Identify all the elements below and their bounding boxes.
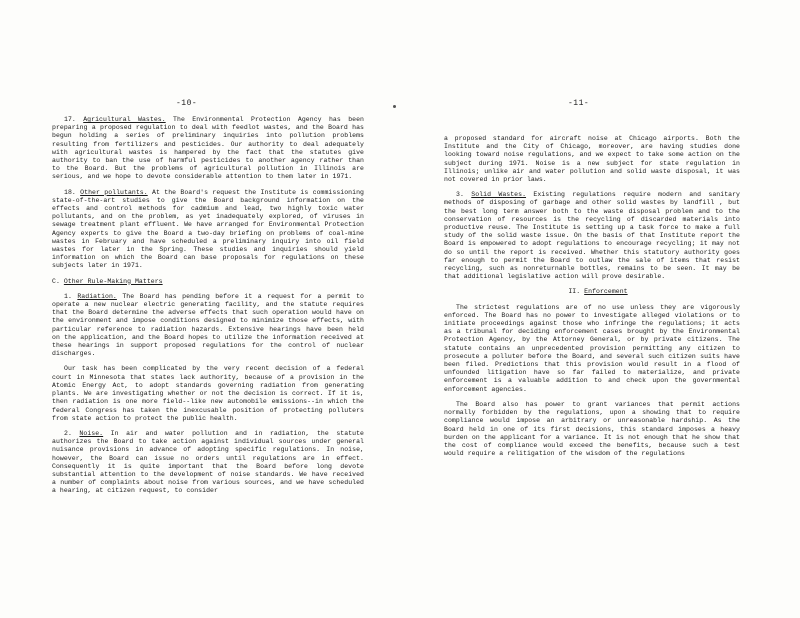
punch-hole-mark — [393, 105, 396, 108]
paragraph-noise: 2. Noise. In air and water pollution and in radiation, the statute authorizes the Board to take action against individual sources under general nuisance provisions in advance of adopting specific regulations. In noise, however, the Board can issue no orders until regulations are in effect. Consequently it is quite important that the Board before long devote substantial attention to the development of noise standards. We have received a number of complaints about noise from various sources, and we have scheduled a hearing, at citizen request, to consider — [52, 429, 364, 495]
paragraph-radiation: 1. Radiation. The Board has pending before it a request for a permit to operate a new nuclear electric generating facility, and the statute requires that the Board determine the adverse effects that such operation would have on the environment and impose conditions designed to minimize those effects, with particular reference to radiation hazards. Extensive hearings have been held on the application, and the Board hopes to utilize the information received at these hearings in support proposed regulations for the control of nuclear discharges. — [52, 292, 364, 358]
section-heading-enforcement: II. Enforcement — [568, 288, 628, 296]
left-page-column — [52, 116, 364, 503]
paragraph-solid-wastes: 3. Solid Wastes. Existing regulations require modern and sanitary methods of disposing of garbage and other solid wastes by landfill , but the best long term answer both to the waste disposal problem and to the conservation of resources is the recycling of discarded materials into productive reuse. The Institute is setting up a task force to make a full study of the solid waste issue. On the basis of that Institute report the Board is empowered to adopt regulations to encourage recycling; it may not do so until the report is received. Whether this statutory authority goes far enough to permit the Board to outlaw the sale of items that resist recycling, such as nonreturnable bottles, remains to be seen. It may be that additional legislative action will prove desirable. — [444, 191, 741, 281]
paragraph-radiation-task: Our task has been complicated by the very recent decision of a federal court in Minnesota that states lack authority, because of a provision in the Atomic Energy Act, to adopt standards governing radiation from generating plants. We are investigating whether or not the decision is correct. If it is, then radiation is one more field--like new automobile emissions--in which the federal Congress has taken the inexcusable position of protecting polluters from state action to protect the public health. — [52, 365, 364, 422]
page-number-left: -10- — [176, 99, 198, 108]
heading-agricultural-wastes: Agricultural Wastes. — [83, 116, 166, 123]
right-page-column — [444, 135, 740, 465]
section-heading-c: C. Other Rule-Making Matters — [52, 277, 163, 285]
paragraph-noise-continued: a proposed standard for aircraft noise at Chicago airports. Both the Institute and the City of Chicago, moreover, are having studies done looking toward noise regulations, and we expect to take some action on the subject during 1971. Noise is a new subject for state regulation in Illinois; unlike air and water pollution and solid waste disposal, it was not covered in prior laws. — [444, 135, 740, 184]
heading-solid-wastes: Solid Wastes. — [471, 191, 527, 199]
page-number-right: -11- — [568, 99, 590, 108]
paragraph-enforcement-1: The strictest regulations are of no use unless they are vigorously enforced. The Board has no power to investigate alleged violations or to initiate proceedings against those who infringe the regulations; it acts as a tribunal for deciding enforcement cases brought by the Environmental Protection Agency, by the Attorney General, or by private citizens. The statute contains an unprecedented provision permitting any citizen to prosecute a polluter before the Board, and several such citizen suits have been filed. Predictions that this provision would result in a flood of unfounded litigation have so far failed to materialize, and private enforcement is a valuable addition to and check upon the governmental enforcement agencies. — [444, 303, 740, 393]
heading-other-pollutants: Other pollutants. — [80, 188, 148, 196]
heading-noise: Noise. — [79, 429, 104, 437]
heading-radiation: Radiation. — [77, 292, 117, 300]
paragraph-agricultural-wastes: 17. Agricultural Wastes. The Environmental Protection Agency has been preparing a proposed regulation to deal with feedlot wastes, and the Board has begun holding a series of preliminary inquiries into pollution problems resulting from fertilizers and pesticides. Our authority to deal adequately with agricultural wastes is hampered by the fact that the statutes give authority to ban the use of harmful pesticides to another agency rather than to the Board. But the problems of agricultural pollution in Illinois are serious, and we hope to devote considerable attention to them later in 1971. — [52, 116, 364, 181]
paragraph-other-pollutants: 18. Other pollutants. At the Board's request the Institute is commissioning state-of-the-art studies to give the Board background information on the effects and control methods for cadmium and lead, two highly toxic water pollutants, and on the problem, as yet inadequately explored, of viruses in sewage treatment plant effluent. We have arranged for Environmental Protection Agency experts to give the Board a two-day briefing on problems of coal-mine wastes in February and have scheduled a preliminary inquiry into oil field wastes for later in the Spring. These studies and inquiries should yield information on which the Board can base proposals for regulations on these subjects later in 1971. — [52, 188, 364, 270]
paragraph-enforcement-2: The Board also has power to grant variances that permit actions normally forbidden by the regulations, upon a showing that to require compliance would impose an arbitrary or unreasonable hardship. As the Board held in one of its first decisions, this standard imposes a heavy burden on the applicant for a variance. It is not enough that he show that the cost of compliance would exceed the benefits, because such a test would require a relitigation of the wisdom of the regulations — [444, 400, 740, 458]
